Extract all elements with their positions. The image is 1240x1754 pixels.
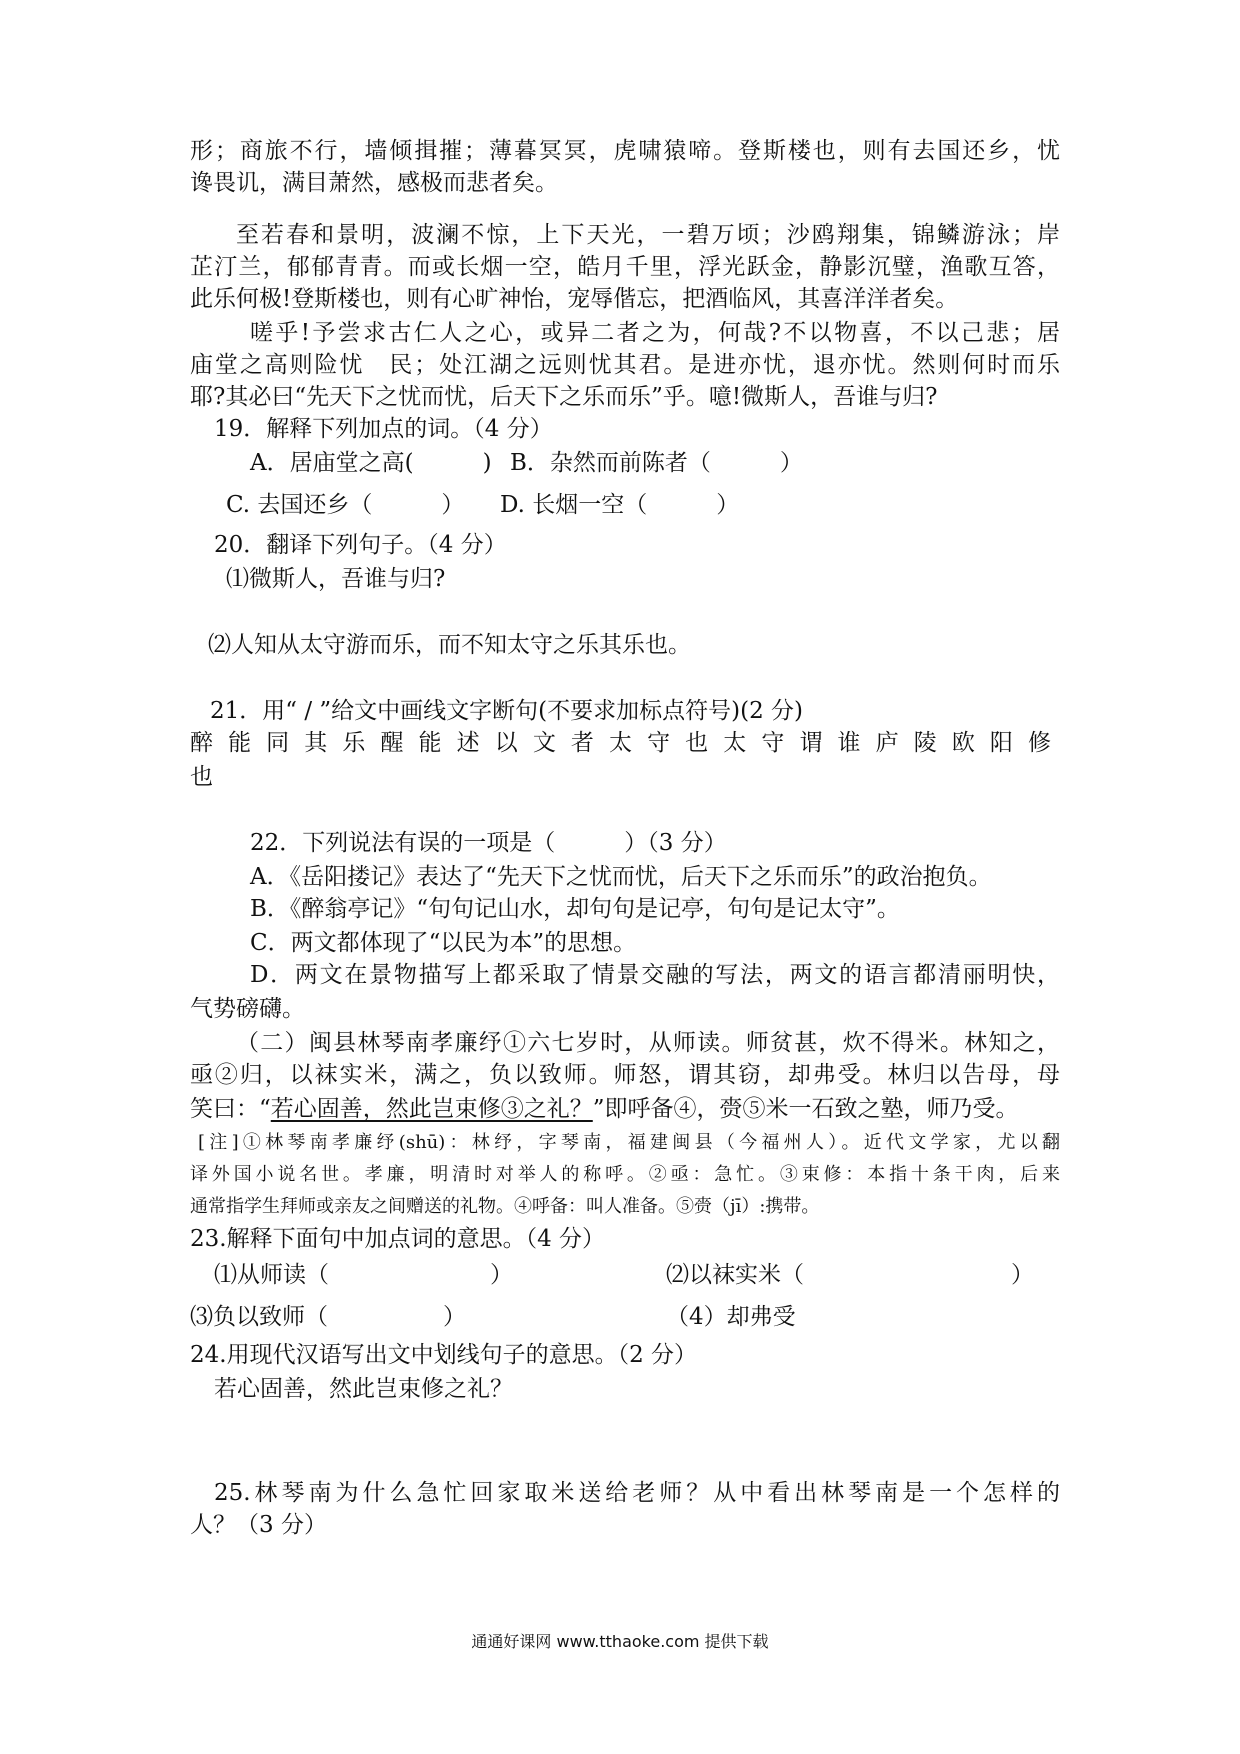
q22-option-c: C．两文都体现了“以民为本”的思想。: [250, 930, 637, 956]
q24-stem: 24.用现代汉语写出文中划线句子的意思。（2 分）: [190, 1342, 698, 1368]
passage1-para2-line-2: 芷汀兰，郁郁青青。而或长烟一空，皓月千里，浮光跃金，静影沉璧，渔歌互答，: [190, 254, 1060, 280]
notes-line-1: [注]①林琴南孝廉纾(shū)：林纾，字琴南，福建闽县（今福州人）。近代文学家，尤以翻: [198, 1132, 1060, 1153]
passage2-line-1: （二）闽县林琴南孝廉纾①六七岁时，从师读。师贫甚，炊不得米。林知之，: [236, 1030, 1060, 1056]
passage1-para2-line-3: 此乐何极!登斯楼也，则有心旷神怡，宠辱偕忘，把酒临风，其喜洋洋者矣。: [190, 286, 959, 312]
q19-stem: 19．解释下列加点的词。（4 分）: [214, 416, 553, 442]
q23-item-3: ⑶负以致师（ ）: [190, 1304, 466, 1330]
notes-line-2: 译外国小说名世。孝廉，明清时对举人的称呼。②亟：急忙。③束修：本指十条干肉，后来: [190, 1164, 1060, 1185]
q22-stem: 22．下列说法有误的一项是（ ）（3 分）: [250, 830, 727, 856]
q25-stem-line-2: 人？（3 分）: [190, 1512, 327, 1538]
q20-stem: 20．翻译下列句子。（4 分）: [214, 532, 507, 558]
q22-option-b: B．《醉翁亭记》“句句记山水，却句句是记亭，句句是记太守”。: [250, 896, 900, 922]
passage1-line-1: 形；商旅不行，墙倾揖摧；薄暮冥冥，虎啸猿啼。登斯楼也，则有去国还乡，忧: [190, 138, 1060, 164]
passage2-line-3-prefix: 笑曰：“: [190, 1096, 271, 1122]
q21-text-line-1: 醉能同其乐醒能述以文者太守也太守谓谁庐陵欧阳修: [190, 730, 1060, 756]
q19-option-b: B．杂然而前陈者（ ）: [510, 450, 803, 476]
q19-option-d: D. 长烟一空（ ）: [500, 492, 740, 518]
q20-sentence-1: ⑴微斯人，吾谁与归?: [226, 566, 446, 592]
q22-option-d-line-1: D．两文在景物描写上都采取了情景交融的写法，两文的语言都清丽明快，: [250, 962, 1060, 988]
passage2-line-3: [190, 1094, 1019, 1124]
footer-download-note: 通通好课网 www.tthaoke.com 提供下载: [471, 1632, 769, 1651]
passage2-line-2: 亟②归，以袜实米，满之，负以致师。师怒，谓其窃，却弗受。林归以告母，母: [190, 1062, 1060, 1088]
q23-item-4: （4）却弗受: [666, 1304, 796, 1330]
passage1-para3-line-3: 耶?其必曰“先天下之忧而忧，后天下之乐而乐”乎。噫!微斯人，吾谁与归?: [190, 384, 938, 410]
q22-option-a: A．《岳阳搂记》表达了“先天下之忧而忧，后天下之乐而乐”的政治抱负。: [250, 864, 992, 890]
q19-option-a: A．居庙堂之高( ): [250, 450, 492, 476]
passage1-para3-line-1: 嗟乎!予尝求古仁人之心，或异二者之为，何哉?不以物喜，不以己悲；居: [250, 320, 1060, 346]
underlined-sentence: 若心固善，然此岂束修③之礼？: [270, 1096, 593, 1122]
passage1-para3-line-2: 庙堂之高则险忧 民；处江湖之远则忧其君。是进亦忧，退亦忧。然则何时而乐: [190, 352, 1060, 378]
q20-sentence-2: ⑵人知从太守游而乐，而不知太守之乐其乐也。: [208, 632, 691, 658]
q21-text-line-2: 也: [190, 764, 213, 790]
passage1-para2-line-1: 至若春和景明，波澜不惊，上下天光，一碧万顷；沙鸥翔集，锦鳞游泳；岸: [236, 222, 1060, 248]
q24-sentence: 若心固善，然此岂束修之礼？: [214, 1376, 513, 1402]
q25-stem-line-1: 25.林琴南为什么急忙回家取米送给老师？从中看出林琴南是一个怎样的: [214, 1480, 1060, 1506]
q21-stem: 21．用“ / ”给文中画线文字断句(不要求加标点符号)(2 分): [210, 698, 803, 724]
q23-stem: 23.解释下面句中加点词的意思。（4 分）: [190, 1226, 606, 1252]
q23-item-1: ⑴从师读（ ）: [214, 1262, 513, 1288]
passage1-line-2: 谗畏讥，满目萧然，感极而悲者矣。: [190, 170, 558, 196]
passage2-line-3-suffix: ”即呼备④，赍⑤米一石致之塾，师乃受。: [592, 1096, 1019, 1122]
q19-option-c: C. 去国还乡（ ）: [226, 492, 465, 518]
notes-line-3: 通常指学生拜师或亲友之间赠送的礼物。④呼备：叫人准备。⑤赍（jī）:携带。: [190, 1196, 820, 1217]
q23-item-2: ⑵以袜实米（ ）: [666, 1262, 1034, 1288]
q22-option-d-line-2: 气势磅礴。: [190, 996, 305, 1022]
